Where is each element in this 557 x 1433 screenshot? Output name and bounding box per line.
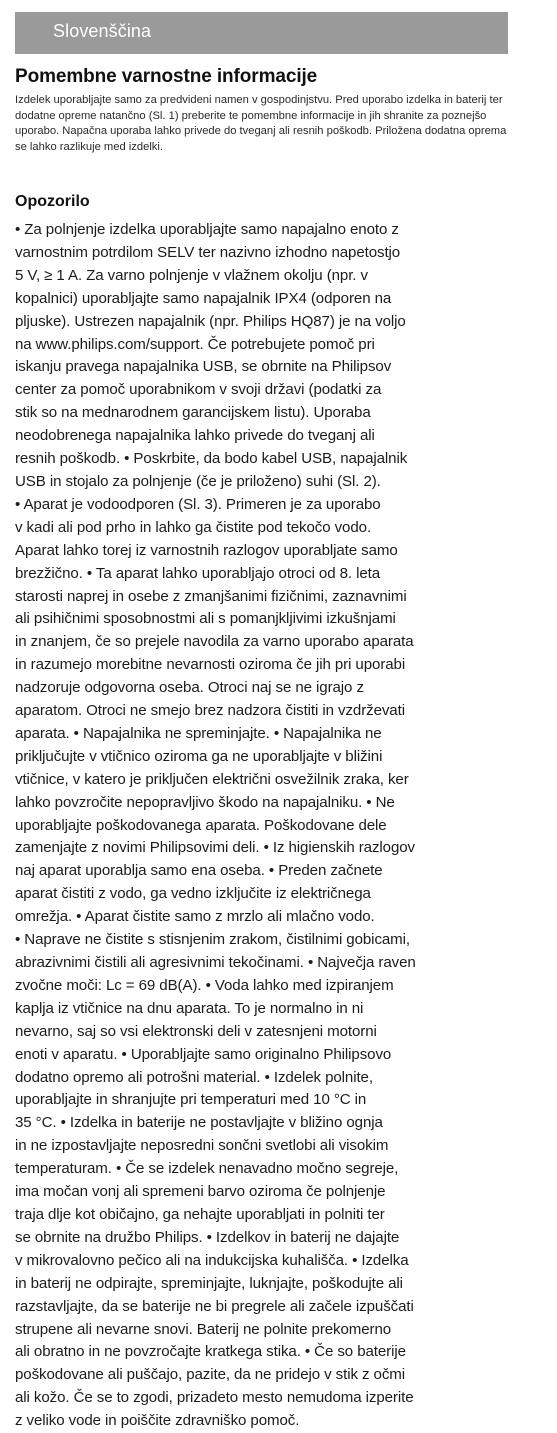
warning-text-line: aparatom. Otroci ne smejo brez nadzora čistiti in vzdrževati bbox=[15, 702, 405, 720]
warning-body bbox=[15, 219, 510, 1433]
warning-text-line: iskanju pravega napajalnika USB, se obrnite na Philipsov bbox=[15, 358, 392, 376]
warning-text-line: uporabljajte poškodovanega aparata. Poškodovane dele bbox=[15, 816, 387, 834]
warning-text-line: omrežja. • Aparat čistite samo z mrzlo ali mlačno vodo. bbox=[15, 908, 375, 926]
warning-text-line: dodatno opremo ali potrošni material. • Izdelek polnite, bbox=[15, 1068, 373, 1086]
warning-text-line: se obrnite na družbo Philips. • Izdelkov in baterij ne dajajte bbox=[15, 1228, 400, 1246]
warning-text-line: resnih poškodb. • Poskrbite, da bodo kabel USB, napajalnik bbox=[15, 450, 408, 468]
warning-text-line: in ne izpostavljajte neposredni sončni svetlobi ali visokim bbox=[15, 1137, 389, 1155]
warning-text-line: vtičnice, v katero je priključen električni osvežilnik zraka, ker bbox=[15, 770, 409, 788]
warning-text-line: strupene ali nevarne snovi. Baterij ne polnite prekomerno bbox=[15, 1320, 392, 1338]
warning-text-line: 35 °C. • Izdelka in baterije ne postavljajte v bližino ognja bbox=[15, 1114, 383, 1132]
warning-text-line: center za pomoč uporabnikom v svoji državi (podatki za bbox=[15, 381, 382, 399]
warning-text-line: ali kožo. Če se to zgodi, prizadeto mesto nemudoma izperite bbox=[15, 1389, 414, 1407]
warning-text-line: v kadi ali pod prho in lahko ga čistite pod tekočo vodo. bbox=[15, 518, 372, 536]
warning-text-line: zamenjajte z novimi Philipsovimi deli. • Iz higienskih razlogov bbox=[15, 839, 415, 857]
warning-text-line: in znanjem, če so prejele navodila za varno uporabo aparata bbox=[15, 633, 414, 651]
warning-text-line: starosti naprej in osebe z zmanjšanimi fizičnimi, zaznavnimi bbox=[15, 587, 407, 605]
warning-text-line: ali psihičnimi sposobnostmi ali s pomanjkljivimi izkušnjami bbox=[15, 610, 396, 628]
warning-text-line: na www.philips.com/support. Če potrebujete pomoč pri bbox=[15, 335, 375, 353]
language-header-bar bbox=[15, 12, 508, 54]
warning-text-line: lahko povzročite nepopravljivo škodo na napajalniku. • Ne bbox=[15, 793, 395, 811]
warning-text-line: ima močan vonj ali spremeni barvo oziroma če polnjenje bbox=[15, 1183, 386, 1201]
warning-text-line: brezžično. • Ta aparat lahko uporabljajo otroci od 8. leta bbox=[15, 564, 381, 582]
warning-text-line: kopalnici) uporabljajte samo napajalnik IPX4 (odporen na bbox=[15, 289, 392, 307]
language-label: Slovenščina bbox=[53, 21, 152, 41]
warning-text-line: aparata. • Napajalnika ne spreminjajte. • Napajalnika ne bbox=[15, 724, 382, 742]
warning-text-line: • Za polnjenje izdelka uporabljajte samo napajalno enoto z bbox=[15, 221, 399, 238]
warning-text-line: in baterij ne odpirajte, spreminjajte, luknjajte, poškodujte ali bbox=[15, 1274, 403, 1292]
warning-text-line: USB in stojalo za polnjenje (če je priloženo) suhi (Sl. 2). bbox=[15, 472, 381, 490]
warning-text-line: stik so na mednarodnem garancijskem listu). Uporaba bbox=[15, 404, 371, 422]
warning-text-line: naj aparat uporablja samo ena oseba. • Preden začnete bbox=[15, 862, 383, 880]
warning-text-line: nevarno, saj so vsi elektronski deli v zatesnjeni motorni bbox=[15, 1022, 377, 1040]
warning-heading: Opozorilo bbox=[15, 193, 90, 210]
warning-text-line: kaplja iz vtičnice na dnu aparata. To je normalno in ni bbox=[15, 999, 364, 1017]
warning-text-line: enoti v aparatu. • Uporabljajte samo originalno Philipsovo bbox=[15, 1045, 392, 1063]
page-title: Pomembne varnostne informacije bbox=[15, 66, 318, 87]
warning-text-line: in razumejo morebitne nevarnosti oziroma če jih pri uporabi bbox=[15, 656, 406, 674]
warning-text-line: pljuske). Ustrezen napajalnik (npr. Philips HQ87) je na voljo bbox=[15, 312, 406, 330]
warning-text-line: razstavljajte, da se baterije ne bi pregrele ali začele izpuščati bbox=[15, 1297, 414, 1315]
warning-text-line: v mikrovalovno pečico ali na indukcijska kuhališča. • Izdelka bbox=[15, 1251, 409, 1269]
warning-text-line: uporabljajte in shranjujte pri temperaturi med 10 °C in bbox=[15, 1091, 367, 1109]
intro-paragraph: Izdelek uporabljajte samo za predvideni namen v gospodinjstvu. Pred uporabo izdelka in baterij ter dodatne opreme natančno (Sl. 1) preberite te pomembne informacije in jih shranite za poznejšo uporabo. Napačna uporaba lahko privede do tveganj ali resnih poškodb. Priložena dodatna oprema se lahko razlikuje med izdelki. bbox=[15, 94, 507, 153]
warning-text-line: abrazivnimi čistili ali agresivnimi tekočinami. • Največja raven bbox=[15, 954, 416, 971]
warning-text-line: priključujte v vtičnico oziroma ga ne uporabljajte v bližini bbox=[15, 747, 383, 765]
warning-text-line: neodobrenega napajalnika lahko privede do tveganj ali bbox=[15, 427, 375, 445]
warning-text-line: ali obratno in ne povzročajte kratkega stika. • Če so baterije bbox=[15, 1343, 406, 1361]
warning-text-line: z veliko vode in poiščite zdravniško pomoč. bbox=[15, 1412, 300, 1430]
warning-text-line: • Naprave ne čistite s stisnjenim zrakom, čistilnimi gobicami, bbox=[15, 931, 411, 949]
warning-text-line: poškodovane ali puščajo, pazite, da ne pridejo v stik z očmi bbox=[15, 1366, 406, 1384]
warning-text-line: nadzoruje odgovorna oseba. Otroci naj se ne igrajo z bbox=[15, 679, 364, 697]
warning-text-line: varnostnim potrdilom SELV ter nazivno izhodno napetostjo bbox=[15, 243, 401, 261]
warning-text-line: temperaturam. • Če se izdelek nenavadno močno segreje, bbox=[15, 1160, 399, 1178]
warning-text-line: zvočne moči: Lc = 69 dB(A). • Voda lahko med izpiranjem bbox=[15, 976, 394, 994]
warning-text-line: traja dlje kot običajno, ga nehajte uporabljati in polniti ter bbox=[15, 1205, 385, 1223]
warning-text-line: Aparat lahko torej iz varnostnih razlogov uporabljate samo bbox=[15, 541, 398, 559]
warning-text-line: aparat čistiti z vodo, ga vedno izključite iz električnega bbox=[15, 885, 371, 903]
warning-text-line: • Aparat je vodoodporen (Sl. 3). Primeren je za uporabo bbox=[15, 495, 381, 513]
warning-text-line: 5 V, ≥ 1 A. Za varno polnjenje v vlažnem okolju (npr. v bbox=[15, 266, 368, 284]
